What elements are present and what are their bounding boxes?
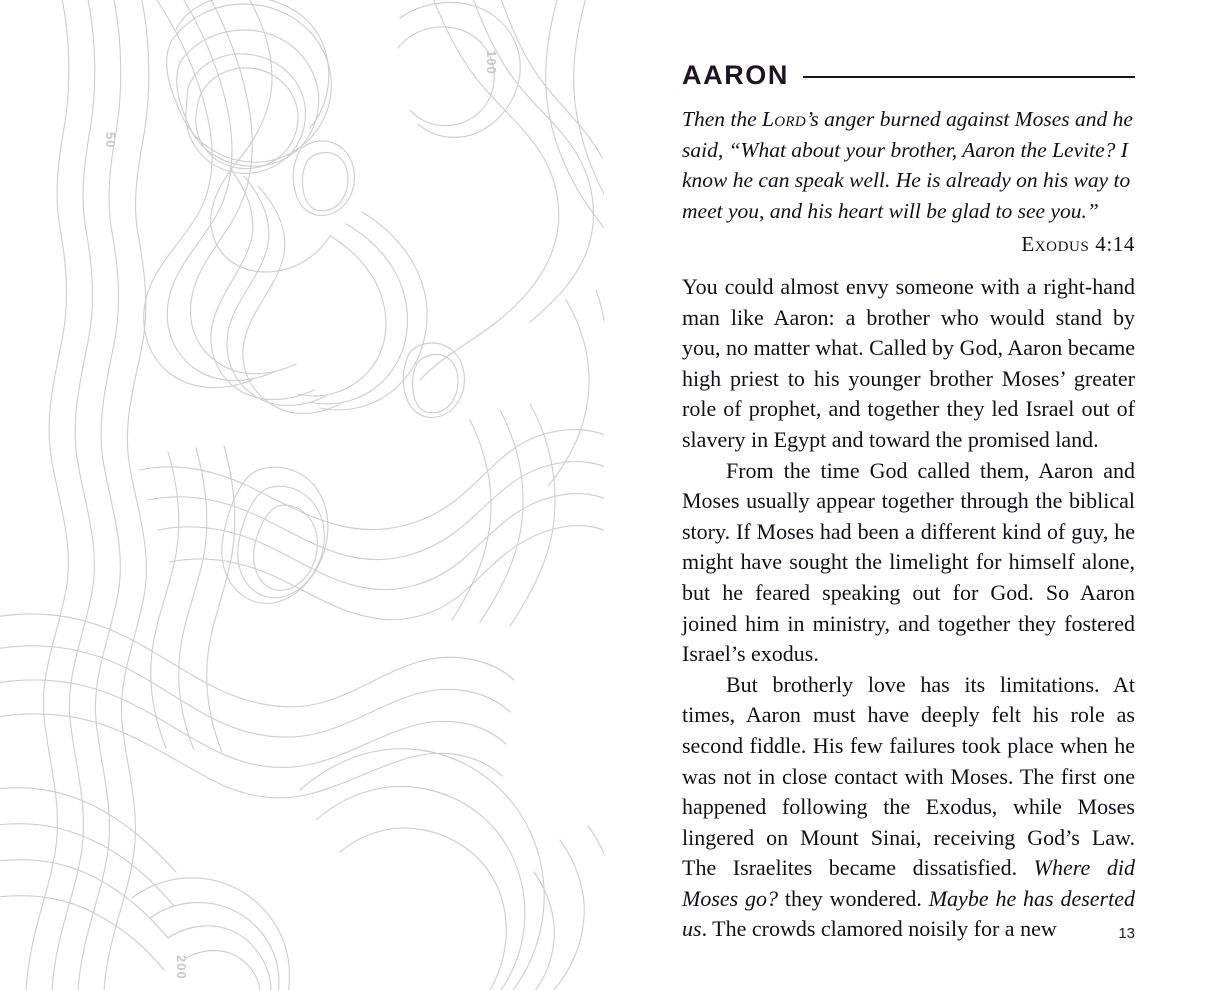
chapter-heading (682, 62, 1135, 89)
text-run: From the time God called them, Aaron and Moses usually appear together through the biblical story. If Moses had been a different kind of guy, he might have sought the limelight for himself alone, but he feared speaking out for God. So Aaron joined him in ministry, and together they fostered Israel’s exodus. (682, 457, 1135, 667)
epigraph-text (682, 104, 1135, 226)
paragraph (682, 272, 1135, 456)
epigraph-reference: Exodus 4:14 (1021, 232, 1135, 256)
page-number: 13 (1118, 925, 1135, 942)
page-title: AARON (682, 60, 789, 90)
epigraph-post: ’s anger burned against Moses and he said, “What about your brother, Aaron the Levite? I know he can speak well. He is already on his way to meet you, and his heart will be glad to see you.” (682, 107, 1133, 223)
epigraph-lord-smallcaps: Lord (762, 107, 807, 131)
paragraph (682, 456, 1135, 670)
heading-rule (803, 76, 1135, 78)
text-run: they wondered. (778, 885, 929, 911)
paragraph (682, 670, 1135, 945)
elevation-label-text: 100 (484, 50, 499, 75)
text-run: You could almost envy someone with a right-hand man like Aaron: a brother who would stand by you, no matter what. Called by God, Aaron became high priest to his younger brother Moses’ greater role of prophet, and together they led Israel out of slavery in Egypt and toward the promised land. (682, 274, 1135, 452)
elevation-label-text: 50 (103, 132, 118, 149)
elevation-label-50 (103, 132, 118, 148)
body-copy (682, 272, 1135, 945)
elevation-label-text: 200 (174, 955, 189, 980)
text-run: But brotherly love has its limitations. At times, Aaron must have deeply felt his role as second fiddle. His few failures took place when he was not in close contact with Moses. The first one happened following the Exodus, while Moses lingered on Mount Sinai, receiving God’s Law. The Israelites became dissatisfied. (682, 671, 1135, 881)
text-run-italic: Maybe he has deserted us (682, 885, 1135, 942)
text-column (682, 0, 1135, 990)
elevation-label-100 (484, 50, 499, 75)
epigraph-pre: Then the (682, 107, 763, 131)
text-run: . The crowds clamored noisily for a new (701, 916, 1057, 942)
elevation-label-200 (174, 955, 189, 980)
text-run-italic: Where did Moses go? (682, 855, 1135, 911)
epigraph-block (682, 104, 1135, 257)
